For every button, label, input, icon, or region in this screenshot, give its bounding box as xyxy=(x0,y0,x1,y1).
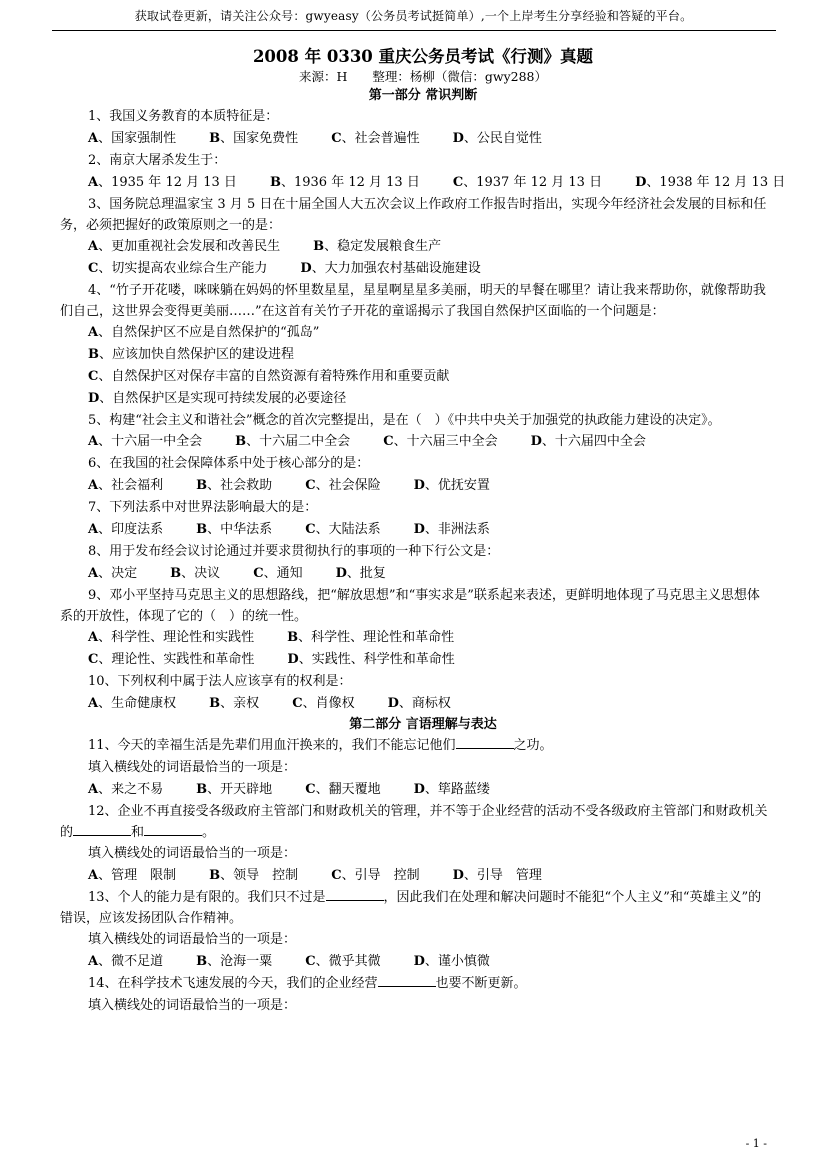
source-line: 来源：H 整理：杨柳（微信：gwy288） xyxy=(298,69,548,84)
options-q12: A、管理 限制 B、领导 控制 C、引导 控制 D、引导 管理 xyxy=(88,868,542,883)
page-title: 2008 年 0330 重庆公务员考试《行测》真题 xyxy=(252,47,594,66)
question-10: 10、下列权利中属于法人应该享有的权利是： xyxy=(88,674,352,689)
question-13-prompt: 填入横线处的词语最恰当的一项是： xyxy=(88,932,297,947)
question-11: 11、今天的幸福生活是先辈们用血汗换来的，我们不能忘记他们 之功。 xyxy=(88,738,553,753)
options-q8: A、决定 B、决议 C、通知 D、批复 xyxy=(88,566,386,581)
exam-content xyxy=(60,46,786,1017)
question-7: 7、下列法系中对世界法影响最大的是： xyxy=(88,500,318,515)
question-12-prompt: 填入横线处的词语最恰当的一项是： xyxy=(88,846,297,861)
options-q2: A、1935 年 12 月 13 日 B、1936 年 12 月 13 日 C、1937 年 12 月 13 日 D、1938 年 12 月 13 日 xyxy=(88,175,786,190)
section-heading-1: 第一部分 常识判断 xyxy=(368,88,478,103)
answer-blank xyxy=(456,748,514,749)
options-q3-row1: A、更加重视社会发展和改善民生 B、稳定发展粮食生产 xyxy=(88,239,442,254)
question-14-prompt: 填入横线处的词语最恰当的一项是： xyxy=(88,998,297,1013)
section-heading-2: 第二部分 言语理解与表达 xyxy=(349,717,497,732)
answer-blank xyxy=(378,986,436,987)
options-q10: A、生命健康权 B、亲权 C、肖像权 D、商标权 xyxy=(88,696,451,711)
top-banner: 获取试卷更新，请关注公众号：gwyeasy（公务员考试挺简单）,一个上岸考生分享经验和答疑的平台。 xyxy=(134,9,693,23)
options-q13: A、微不足道 B、沧海一粟 C、微乎其微 D、谨小慎微 xyxy=(88,954,490,969)
question-9: 9、邓小平坚持马克思主义的思想路线，把“解放思想”和“事实求是”联系起来表述，更鲜明地体现了马克思主义思想体系的开放性，体现了它的（ ）的统一性。 xyxy=(60,588,760,624)
options-q9-row1: A、科学性、理论性和实践性 B、科学性、理论性和革命性 xyxy=(88,630,455,645)
answer-blank xyxy=(144,835,202,836)
answer-blank xyxy=(326,900,384,901)
question-8: 8、用于发布经会议讨论通过并要求贯彻执行的事项的一种下行公文是： xyxy=(88,544,500,559)
banner-divider xyxy=(52,30,776,31)
option-q4-b: B、应该加快自然保护区的建设进程 xyxy=(88,347,295,362)
options-q6: A、社会福利 B、社会救助 C、社会保险 D、优抚安置 xyxy=(88,478,490,493)
question-6: 6、在我国的社会保障体系中处于核心部分的是： xyxy=(88,456,370,471)
question-2: 2、南京大屠杀发生于： xyxy=(88,153,227,168)
option-q4-a: A、自然保护区不应是自然保护的“孤岛” xyxy=(88,325,320,340)
options-q5: A、十六届一中全会 B、十六届二中全会 C、十六届三中全会 D、十六届四中全会 xyxy=(88,434,646,449)
question-12: 12、企业不再直接受各级政府主管部门和财政机关的管理，并不等于企业经营的活动不受各级政府主管部门和财政机关的 和 。 xyxy=(60,804,768,840)
question-3: 3、国务院总理温家宝 3 月 5 日在十届全国人大五次会议上作政府工作报告时指出，实现今年经济社会发展的目标和任务，必须把握好的政策原则之一的是： xyxy=(60,197,767,233)
options-q1: A、国家强制性 B、国家免费性 C、社会普遍性 D、公民自觉性 xyxy=(88,131,542,146)
question-4: 4、“竹子开花喽，咪咪躺在妈妈的怀里数星星，星星啊星星多美丽，明天的早餐在哪里？请让我来帮助你，就像帮助我们自己，这世界会变得更美丽……”在这首有关竹子开花的童谣揭示了我国自然保护区面临的一个问题是： xyxy=(60,283,766,319)
question-5: 5、构建“社会主义和谐社会”概念的首次完整提出，是在（ ）《中共中央关于加强党的执政能力建设的决定》。 xyxy=(88,413,721,428)
options-q11: A、来之不易 B、开天辟地 C、翻天覆地 D、筚路蓝缕 xyxy=(88,782,490,797)
answer-blank xyxy=(73,835,131,836)
question-13: 13、个人的能力是有限的。我们只不过是 ，因此我们在处理和解决问题时不能犯“个人主义”和“英雄主义”的错误，应该发扬团队合作精神。 xyxy=(60,890,762,926)
question-1: 1、我国义务教育的本质特征是： xyxy=(88,109,279,124)
options-q7: A、印度法系 B、中华法系 C、大陆法系 D、非洲法系 xyxy=(88,522,490,537)
options-q9-row2: C、理论性、实践性和革命性 D、实践性、科学性和革命性 xyxy=(88,652,455,667)
option-q4-d: D、自然保护区是实现可持续发展的必要途径 xyxy=(88,391,347,406)
question-11-prompt: 填入横线处的词语最恰当的一项是： xyxy=(88,760,297,775)
options-q3-row2: C、切实提高农业综合生产能力 D、大力加强农村基础设施建设 xyxy=(88,261,481,276)
page-number: - 1 - xyxy=(745,1137,767,1150)
question-14: 14、在科学技术飞速发展的今天，我们的企业经营 也要不断更新。 xyxy=(88,976,527,991)
option-q4-c: C、自然保护区对保存丰富的自然资源有着特殊作用和重要贡献 xyxy=(88,369,450,384)
